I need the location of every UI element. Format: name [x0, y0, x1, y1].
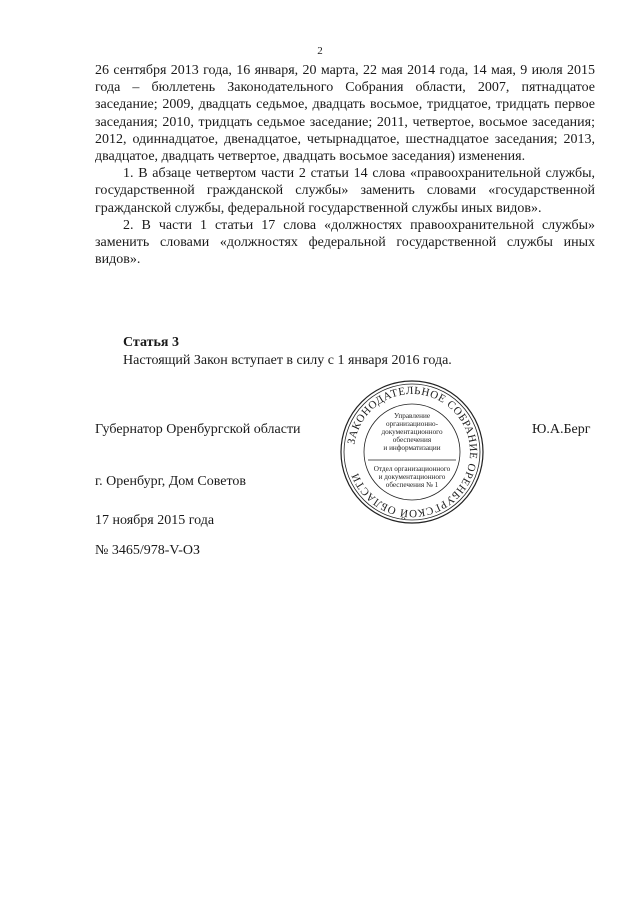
paragraph-continuation: 26 сентября 2013 года, 16 января, 20 марта, 22 мая 2014 года, 14 мая, 9 июля 2015 года – бюллетень Законодательного Собрания области, 2007, пятнадцатое заседание; 2009, двадцать седьмое, двадцать восьмое, тридцатое, тридцать первое заседания; 2010, тридцать седьмое заседание; 2011, четвертое, восьмое заседания; 2012, одиннадцатое, двенадцатое, четырнадцатое, шестнадцатое заседания; 2013, двадцатое, двадцать четвертое, двадцать восьмое заседания) изменения.	[95, 63, 595, 165]
signing-date: 17 ноября 2015 года	[95, 513, 215, 528]
stamp-line: организационно-	[385, 420, 439, 428]
body-text	[95, 62, 595, 268]
stamp-ring-text: ЗАКОНОДАТЕЛЬНОЕ СОБРАНИЕ ОРЕНБУРГСКОЙ ОБЛАСТИ	[345, 384, 480, 520]
stamp-line: и информатизации	[383, 444, 441, 452]
law-number: № 3465/978-V-ОЗ	[95, 543, 201, 558]
paragraph-item-2: 2. В части 1 статьи 17 слова «должностях правоохранительной службы» заменить словами «должностях федеральной государственной службы иных видов».	[95, 217, 595, 268]
stamp-line: Отдел организационного	[373, 465, 451, 473]
article-3	[123, 334, 452, 370]
signatory-name: Ю.А.Берг	[532, 422, 591, 437]
signing-place: г. Оренбург, Дом Советов	[95, 474, 246, 489]
article-title: Статья 3	[123, 335, 179, 350]
article-text: Настоящий Закон вступает в силу с 1 января 2016 года.	[123, 353, 452, 368]
stamp-line: обеспечения	[392, 436, 432, 444]
stamp-line: Управление	[393, 412, 431, 420]
official-stamp	[338, 378, 486, 526]
page-number: 2	[317, 45, 323, 57]
stamp-line: обеспечения № 1	[385, 481, 439, 489]
stamp-line: и документационного	[378, 473, 446, 481]
paragraph-item-1: 1. В абзаце четвертом части 2 статьи 14 слова «правоохранительной службы, государственной гражданской службы» заменить словами «государственной гражданской службы, федеральной государственной службы иных видов».	[95, 166, 595, 216]
stamp-line: документационного	[381, 428, 443, 436]
signatory-position: Губернатор Оренбургской области	[95, 422, 301, 437]
